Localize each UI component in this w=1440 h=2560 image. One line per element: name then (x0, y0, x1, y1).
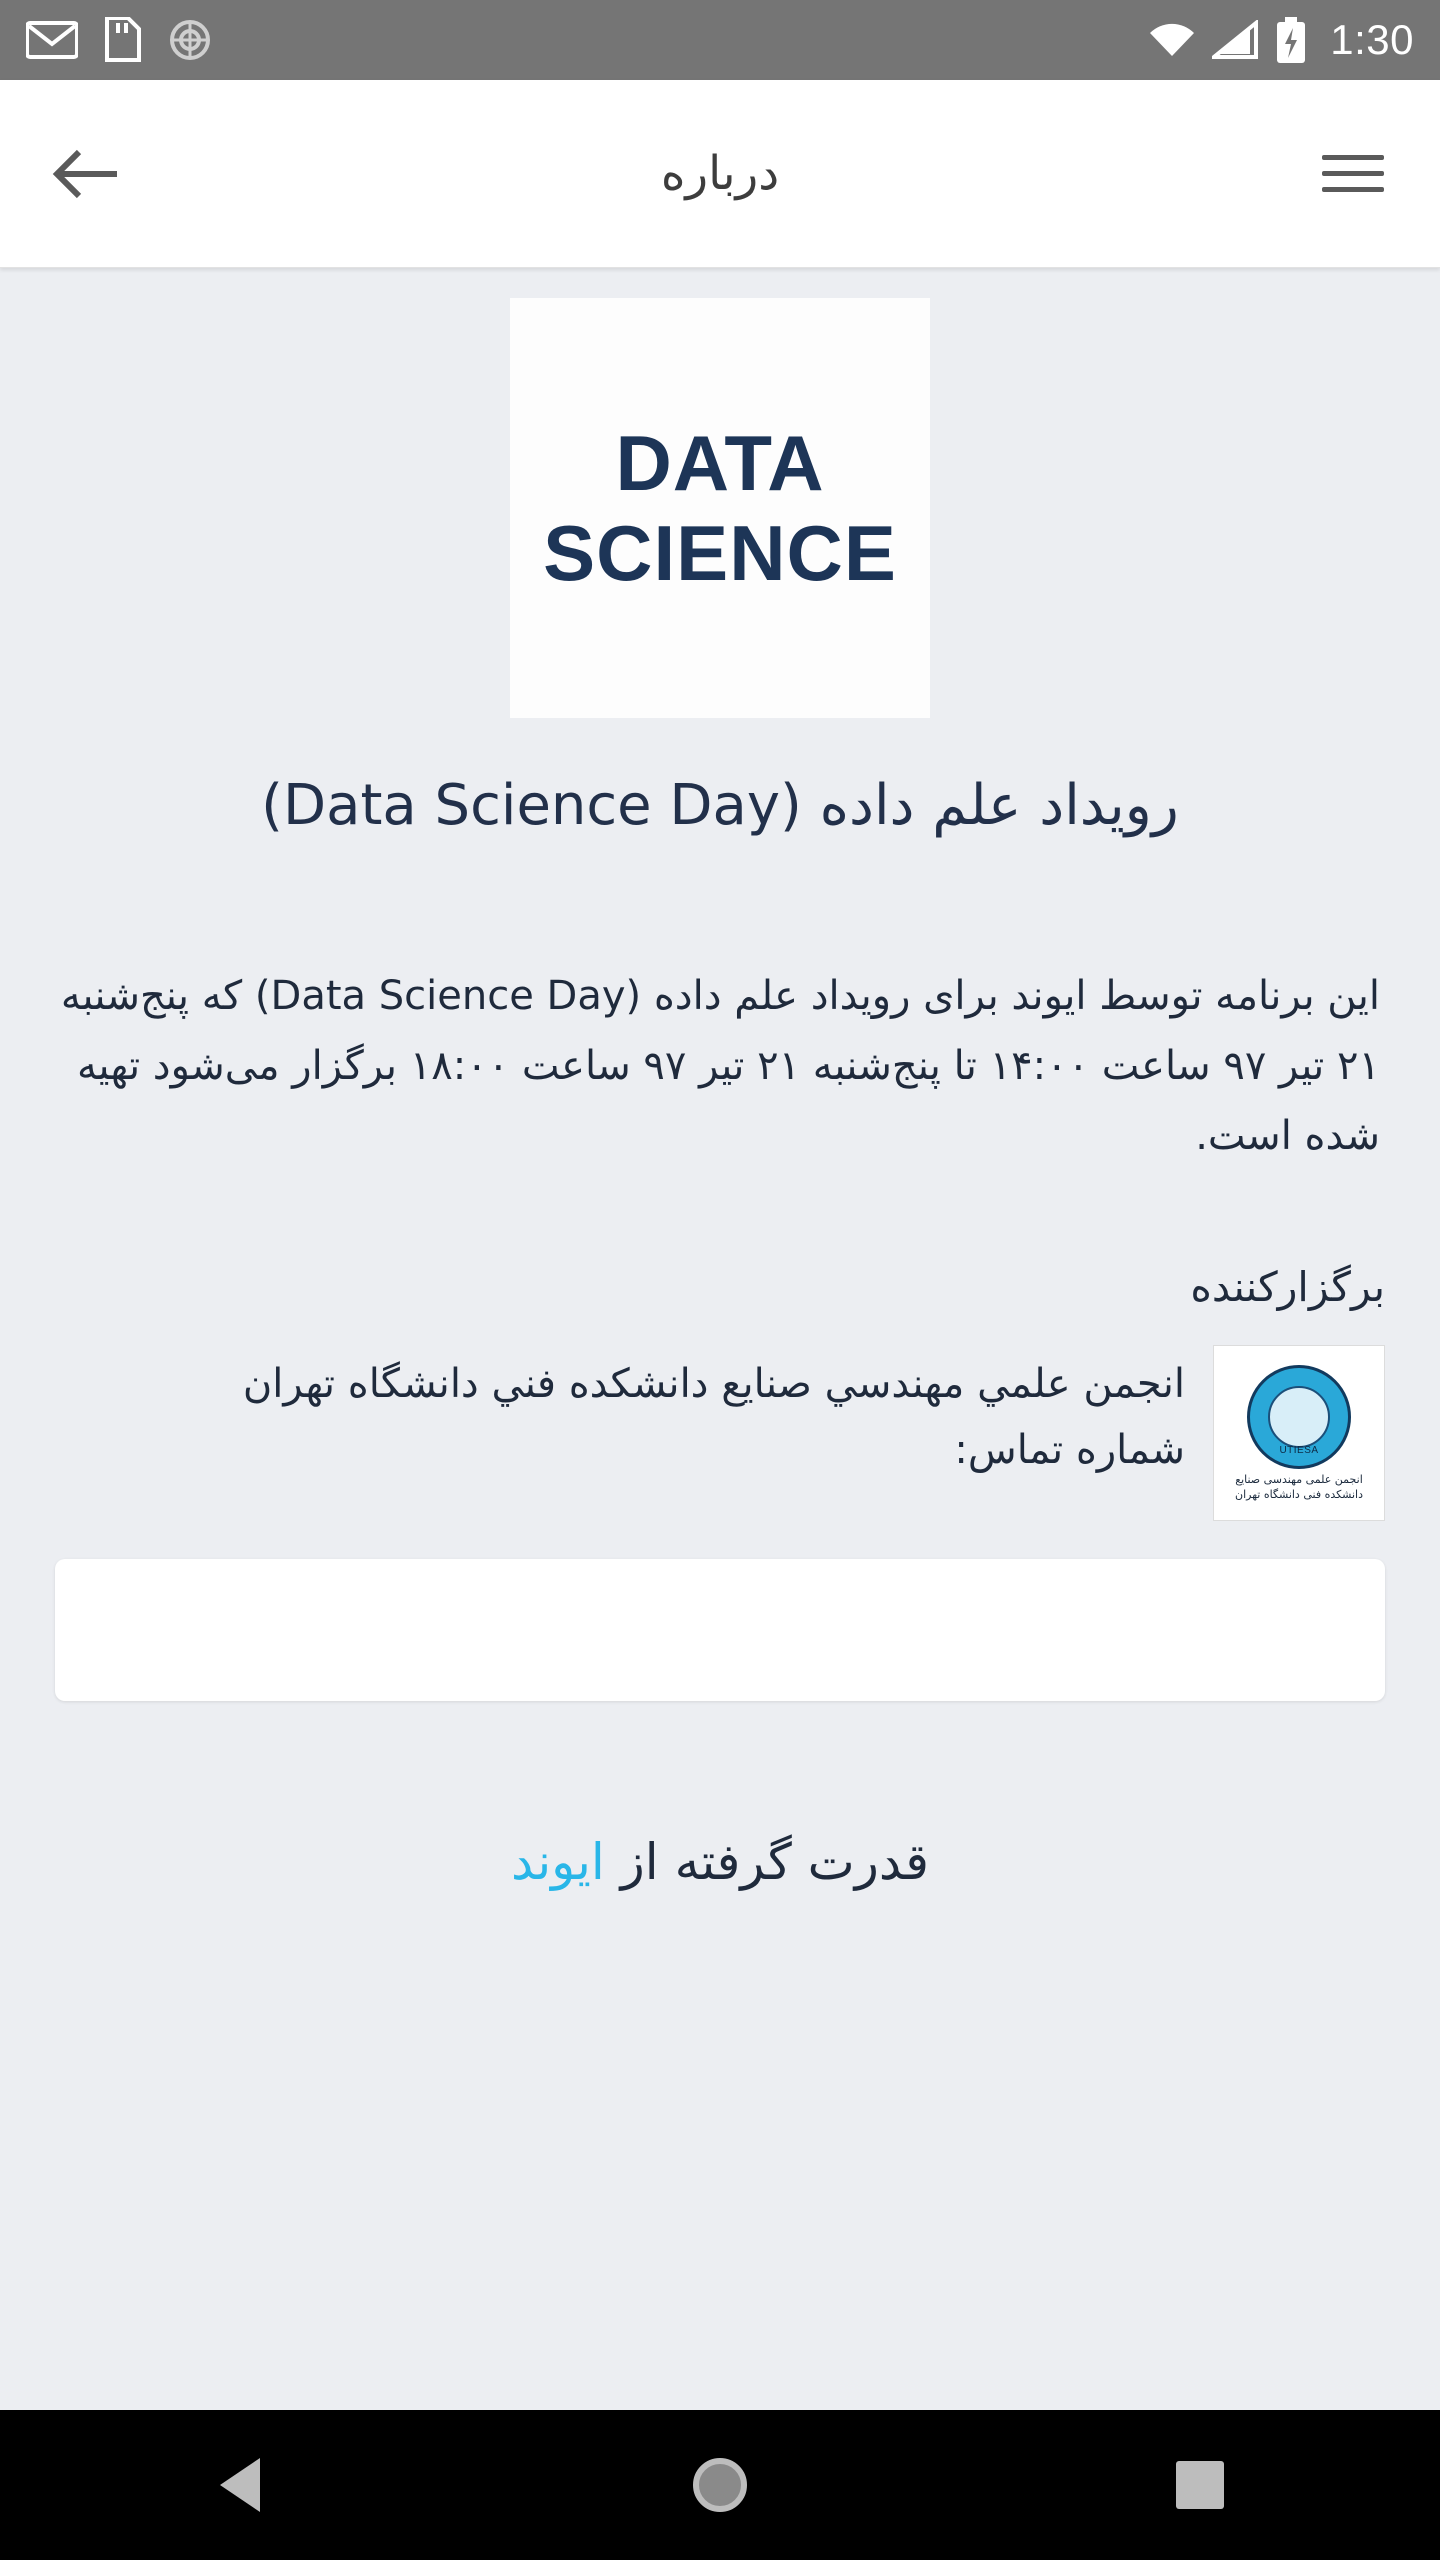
gmail-icon (26, 20, 78, 60)
event-logo-container (55, 298, 1385, 718)
data-science-logo (510, 298, 930, 718)
nav-recents-icon (1176, 2461, 1224, 2509)
status-bar-notifications (26, 17, 212, 63)
hamburger-menu-button[interactable] (1308, 129, 1398, 219)
logo-line-1: DATA (615, 419, 825, 507)
android-navigation-bar (0, 2410, 1440, 2560)
organizer-logo-caption: انجمن علمی مهندسی صنایع دانشکده فنی دانشگاه تهران (1234, 1472, 1364, 1501)
organizer-row (55, 1345, 1385, 1521)
powered-by (55, 1833, 1385, 1891)
logo-line-2: SCIENCE (543, 509, 897, 597)
event-description: این برنامه توسط ایوند برای رویداد علم داده (Data Science Day) که پنج‌شنبه ۲۱ تیر ۹۷ ساعت ۱۴:۰۰ تا پنج‌شنبه ۲۱ تیر ۹۷ ساعت ۱۸:۰۰ برگزار می‌شود تهیه شده است. (60, 972, 1380, 1159)
sync-icon (168, 18, 212, 62)
nav-back-button[interactable] (180, 2425, 300, 2545)
event-title: رویداد علم داده (Data Science Day) (261, 773, 1179, 838)
app-bar (0, 80, 1440, 268)
organizer-details (55, 1345, 1185, 1483)
powered-by-prefix: قدرت گرفته از (604, 1832, 930, 1891)
evand-link[interactable]: ایوند (510, 1832, 605, 1891)
status-bar (0, 0, 1440, 80)
organizer-section-label: برگزارکننده (1190, 1262, 1385, 1311)
nav-back-icon (220, 2458, 260, 2512)
about-content (0, 268, 1440, 2410)
organizer-logo-text: UTIESA (1279, 1444, 1319, 1456)
hamburger-menu-icon (1322, 155, 1384, 160)
utiesa-seal-icon (1247, 1365, 1351, 1469)
organizer-name: انجمن علمي مهندسي صنايع دانشكده فني دانشگاه تهران (242, 1360, 1185, 1407)
status-bar-clock: 1:30 (1330, 16, 1414, 63)
page-title: درباره (660, 146, 780, 201)
seal-inner-circle (1268, 1386, 1330, 1448)
status-bar-system (1146, 16, 1414, 64)
wifi-icon (1146, 20, 1198, 60)
contact-card[interactable] (55, 1559, 1385, 1701)
nav-home-button[interactable] (660, 2425, 780, 2545)
nav-home-icon (693, 2458, 747, 2512)
hamburger-menu-icon-bar3 (1322, 187, 1384, 192)
sd-card-icon (104, 17, 142, 63)
organizer-logo (1213, 1345, 1385, 1521)
hamburger-menu-icon-bar2 (1322, 171, 1384, 176)
signal-icon (1212, 20, 1260, 60)
nav-recents-button[interactable] (1140, 2425, 1260, 2545)
battery-charging-icon (1274, 16, 1308, 64)
organizer-contact-label: شماره تماس: (954, 1426, 1185, 1473)
